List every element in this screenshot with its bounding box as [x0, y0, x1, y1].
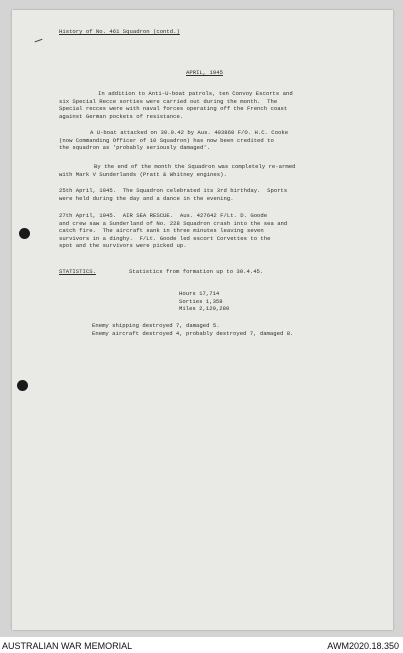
text-line: and crew saw a Sunderland of No. 228 Squadron crash into the sea and [59, 219, 288, 227]
text-line: In addition to Anti-U-boat patrols, ten Convoy Escorts and [98, 90, 293, 97]
text-line: spot and the survivors were picked up. [59, 242, 187, 250]
text-line: Special recces were with naval forces operating off the French coast [59, 105, 288, 113]
text-line: By the end of the month the Squadron was completely re-armed [94, 163, 296, 170]
text-line: 25th April, 1945. The Squadron celebrated its 3rd birthday. Sports [59, 187, 288, 194]
text-line: against German pockets of resistance. [59, 112, 184, 120]
paragraph-patrols [59, 90, 293, 120]
paragraph-uboat [59, 129, 288, 152]
document-header: History of No. 461 Squadron (contd.) [59, 28, 180, 35]
punch-hole-top [19, 228, 30, 239]
footer-accession-number: AWM2020.18.350 [327, 641, 399, 651]
footer-institution: AUSTRALIAN WAR MEMORIAL [2, 641, 133, 651]
statistics-intro: Statistics from formation up to 30.4.45. [129, 268, 264, 275]
text-line: 27th April, 1945. AIR SEA RESCUE. Aus. 427642 F/Lt. D. Goode [59, 212, 268, 219]
stat-sorties: Sorties 1,358 [179, 297, 223, 305]
enemy-shipping: Enemy shipping destroyed 7, damaged 5. [92, 322, 220, 329]
statistics-block [179, 290, 229, 313]
paragraph-birthday [59, 187, 287, 202]
stat-miles: Miles 2,129,280 [179, 305, 230, 313]
punch-hole-bottom [17, 380, 28, 391]
month-heading: APRIL, 1945 [186, 69, 223, 76]
text-line: (now Commanding Officer of 10 Squadron) has now been credited to [59, 136, 274, 144]
text-line: were held during the day and a dance in the evening. [59, 194, 234, 202]
footer-bar [0, 638, 403, 653]
stat-hours: Hours 17,714 [179, 290, 220, 297]
text-line: the squadron as 'probably seriously damaged'. [59, 144, 211, 152]
paragraph-rearmed [59, 163, 295, 178]
text-line: with Mark V Sunderlands (Pratt & Whitney engines). [59, 170, 227, 178]
text-line: six Special Recce sorties were carried out during the month. The [59, 97, 278, 105]
text-line: survivors in a dinghy. F/Lt. Goode led escort Corvettes to the [59, 234, 271, 242]
statistics-label: STATISTICS. [59, 268, 96, 275]
text-line: A U-boat attacked on 30.9.42 by Aus. 403860 F/O. H.C. Cooke [90, 129, 289, 136]
enemy-losses [92, 322, 293, 337]
paragraph-air-sea-rescue [59, 212, 287, 250]
text-line: catch fire. The aircraft sank in three minutes leaving seven [59, 227, 264, 235]
enemy-aircraft: Enemy aircraft destroyed 4, probably destroyed 7, damaged 8. [92, 329, 294, 337]
